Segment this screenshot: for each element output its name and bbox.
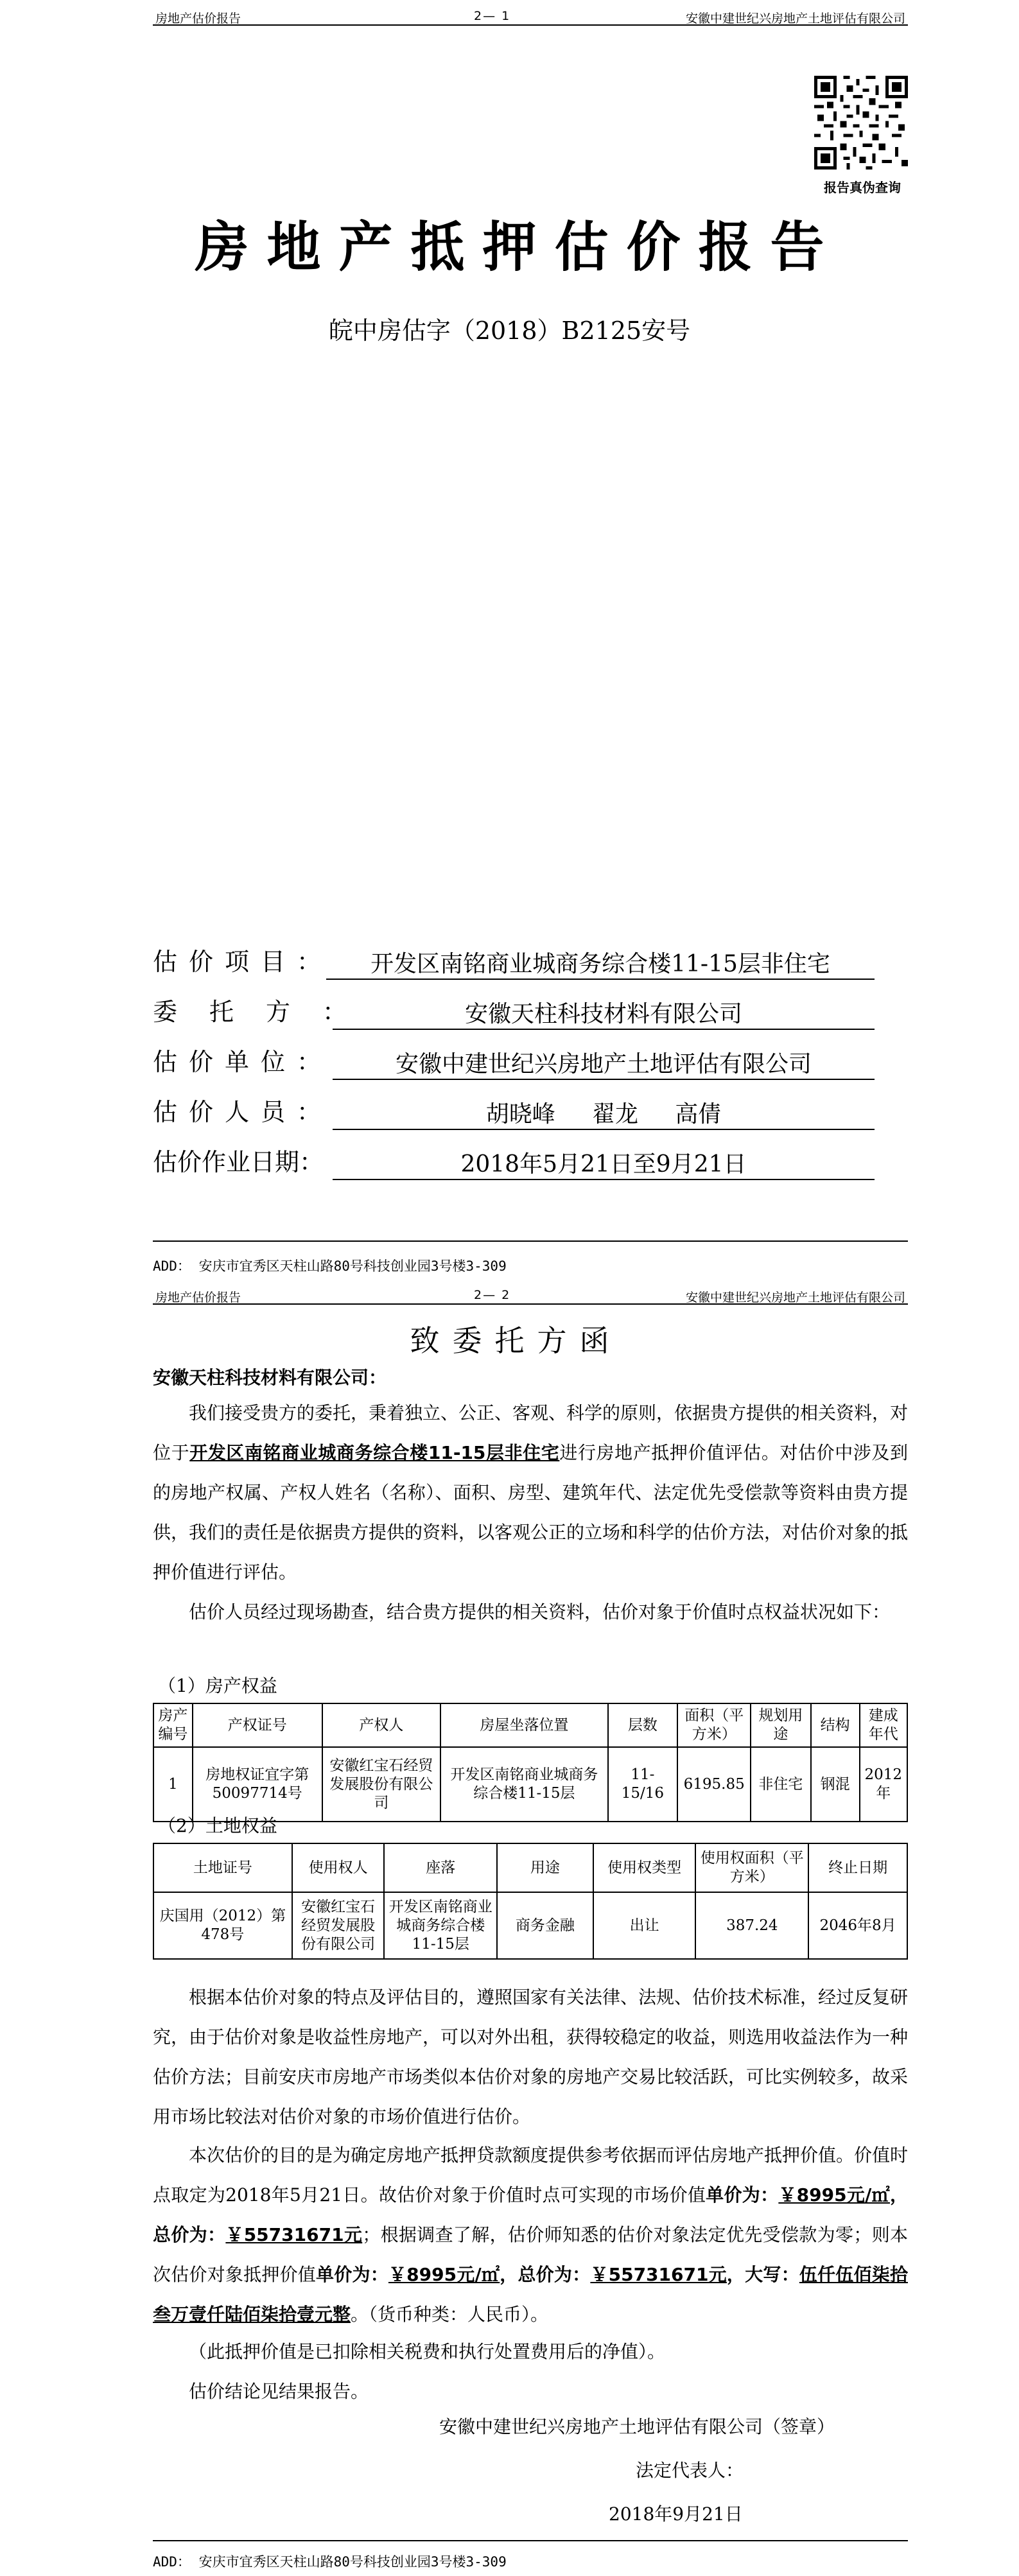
signature-company: 安徽中建世纪兴房地产土地评估有限公司（签章） [439, 2416, 835, 2437]
table-header: 建成年代 [860, 1703, 907, 1747]
text: 单价为： [706, 2184, 779, 2206]
section-land-rights: （2）土地权益 [158, 1815, 277, 1836]
field-label: 估价单位： [153, 1048, 333, 1076]
field-label: 估价人员： [153, 1098, 333, 1126]
table-cell: 安徽红宝石经贸发展股份有限公司 [322, 1747, 441, 1822]
table-header-row [153, 1843, 907, 1892]
table-cell: 387.24 [695, 1892, 808, 1959]
table-header: 房产编号 [153, 1703, 193, 1747]
text: ；根据调查了解，估价师知悉的估价对象法定优先受偿款为零；则本次估价对象抵押价值 [153, 2224, 908, 2285]
paragraph-commission [153, 1393, 908, 1592]
paragraph-net-value: （此抵押价值是已扣除相关税费和执行处置费用后的净值）。 [189, 2341, 666, 2362]
table-row [153, 1892, 907, 1959]
amount-in-words: 伍仟伍佰柒拾叁万壹仟陆佰柒拾壹元整 [153, 2264, 908, 2325]
field-project [153, 944, 875, 984]
letter-title: 致委托方函 [410, 1323, 622, 1358]
footer-rule [153, 2540, 908, 2541]
field-client [153, 994, 875, 1034]
land-rights-table [153, 1843, 908, 1960]
footer-address: ADD： 安庆市宜秀区天柱山路80号科技创业园3号楼3-309 [153, 2554, 507, 2570]
text: 本次估价的目的是为确定房地产抵押贷款额度提供参考依据而评估房地产抵押价值。价值时点取定为2018年5月21日。故估价对象于价值时点可实现的市场价值 [153, 2145, 909, 2206]
table-header: 层数 [608, 1703, 678, 1747]
footer-rule [153, 1240, 908, 1242]
paragraph-method: 根据本估价对象的特点及评估目的，遵照国家有关法律、法规、估价技术标准，经过反复研究，由于估价对象是收益性房地产，可以对外出租，获得较稳定的收益，则选用收益法作为一种估价方法；目前安庆市房地产市场类似本估价对象的房地产交易比较活跃，可比实例较多，故采用市场比较法对估价对象的市场价值进行估价。 [153, 1987, 909, 2127]
mortgage-total-price: ￥55731671元 [590, 2264, 727, 2285]
header-left: 房地产估价报告 [155, 12, 241, 26]
table-header: 终止日期 [808, 1843, 907, 1892]
page-header [153, 1282, 908, 1305]
house-rights-table [153, 1703, 908, 1822]
field-value: 胡晓峰 翟龙 高倩 [333, 1096, 875, 1130]
table-header: 用途 [497, 1843, 593, 1892]
field-value: 开发区南铭商业城商务综合楼11-15层非住宅 [326, 946, 875, 980]
table-header: 面积（平方米） [677, 1703, 751, 1747]
field-label: 估价项目： [153, 948, 333, 976]
table-row [153, 1747, 907, 1822]
table-cell: 出让 [593, 1892, 696, 1959]
footer-address: ADD： 安庆市宜秀区天柱山路80号科技创业园3号楼3-309 [153, 1258, 507, 1274]
unit-price: ￥8995元/㎡ [778, 2184, 890, 2206]
document-number: 皖中房估字（2018）B2125安号 [328, 317, 691, 345]
paragraph-survey: 估价人员经过现场勘查，结合贵方提供的相关资料，估价对象于价值时点权益状况如下： [189, 1601, 891, 1623]
table-header: 座落 [384, 1843, 497, 1892]
table-header: 土地证号 [153, 1843, 292, 1892]
table-header: 产权人 [322, 1703, 441, 1747]
field-label: 估价作业日期： [153, 1148, 324, 1176]
table-cell: 商务金融 [497, 1892, 593, 1959]
table-cell: 11-15/16 [608, 1747, 678, 1822]
property-name: 开发区南铭商业城商务综合楼11-15层非住宅 [189, 1442, 560, 1463]
text: 。（货币种类：人民币）。 [351, 2304, 549, 2325]
report-title: 房地产抵押估价报告 [195, 216, 842, 279]
table-cell: 1 [153, 1747, 193, 1822]
table-cell: 非住宅 [751, 1747, 810, 1822]
table-header: 使用权类型 [593, 1843, 696, 1892]
mortgage-unit-price: ￥8995元/㎡ [388, 2264, 500, 2285]
text: 我们接受贵方的委托，秉着独立、公正、客观、科学的原则，依据贵方提供的相关资料，对位于 [153, 1402, 909, 1463]
table-cell: 房地权证宜字第50097714号 [193, 1747, 322, 1822]
paragraph-conclusion [153, 2136, 908, 2335]
field-value: 安徽中建世纪兴房地产土地评估有限公司 [333, 1046, 875, 1080]
signature-date: 2018年9月21日 [609, 2503, 743, 2525]
header-right: 安徽中建世纪兴房地产土地评估有限公司 [685, 12, 905, 26]
header-page-number: 2— 1 [474, 9, 511, 23]
field-value: 安徽天柱科技材料有限公司 [333, 996, 875, 1030]
text: 进行房地产抵押价值评估。对估价中涉及到的房地产权属、产权人姓名（名称）、面积、房型、建筑年代、法定优先受偿款等资料由贵方提供，我们的责任是依据贵方提供的资料，以客观公正的立场和科学的估价方法，对估价对象的抵押价值进行评估。 [153, 1442, 909, 1583]
text: ，大写： [726, 2264, 799, 2285]
text: ，总价为： [500, 2264, 591, 2285]
qr-code-icon[interactable] [814, 76, 908, 170]
table-cell: 钢混 [811, 1747, 860, 1822]
field-value: 2018年5月21日至9月21日 [333, 1146, 875, 1180]
text: ，总价为： [153, 2184, 908, 2245]
table-header: 使用权面积（平方米） [695, 1843, 808, 1892]
qr-caption: 报告真伪查询 [824, 180, 901, 195]
table-header-row [153, 1703, 907, 1747]
table-cell: 庆国用（2012）第478号 [153, 1892, 292, 1959]
table-cell: 2046年8月 [808, 1892, 907, 1959]
paragraph-see-report: 估价结论见结果报告。 [189, 2381, 369, 2402]
total-price: ￥55731671元 [225, 2224, 363, 2245]
table-header: 规划用途 [751, 1703, 810, 1747]
header-page-number: 2— 2 [474, 1288, 511, 1302]
signature-representative: 法定代表人： [636, 2460, 744, 2481]
table-cell: 6195.85 [677, 1747, 751, 1822]
field-work-date [153, 1144, 875, 1184]
table-header: 产权证号 [193, 1703, 322, 1747]
field-appraiser-unit [153, 1044, 875, 1084]
table-header: 结构 [811, 1703, 860, 1747]
table-cell: 安徽红宝石经贸发展股份有限公司 [292, 1892, 385, 1959]
letter-addressee: 安徽天柱科技材料有限公司： [153, 1367, 387, 1388]
table-header: 房屋坐落位置 [440, 1703, 607, 1747]
table-cell: 2012年 [860, 1747, 907, 1822]
table-cell: 开发区南铭商业城商务综合楼11-15层 [384, 1892, 497, 1959]
header-right: 安徽中建世纪兴房地产土地评估有限公司 [685, 1291, 905, 1305]
header-left: 房地产估价报告 [155, 1291, 241, 1305]
table-header: 使用权人 [292, 1843, 385, 1892]
field-label: 委托方： [153, 998, 379, 1026]
page-header [153, 3, 908, 26]
text: 单价为： [316, 2264, 388, 2285]
table-cell: 开发区南铭商业城商务综合楼11-15层 [440, 1747, 607, 1822]
section-house-rights: （1）房产权益 [158, 1675, 277, 1696]
field-appraisers [153, 1094, 875, 1134]
